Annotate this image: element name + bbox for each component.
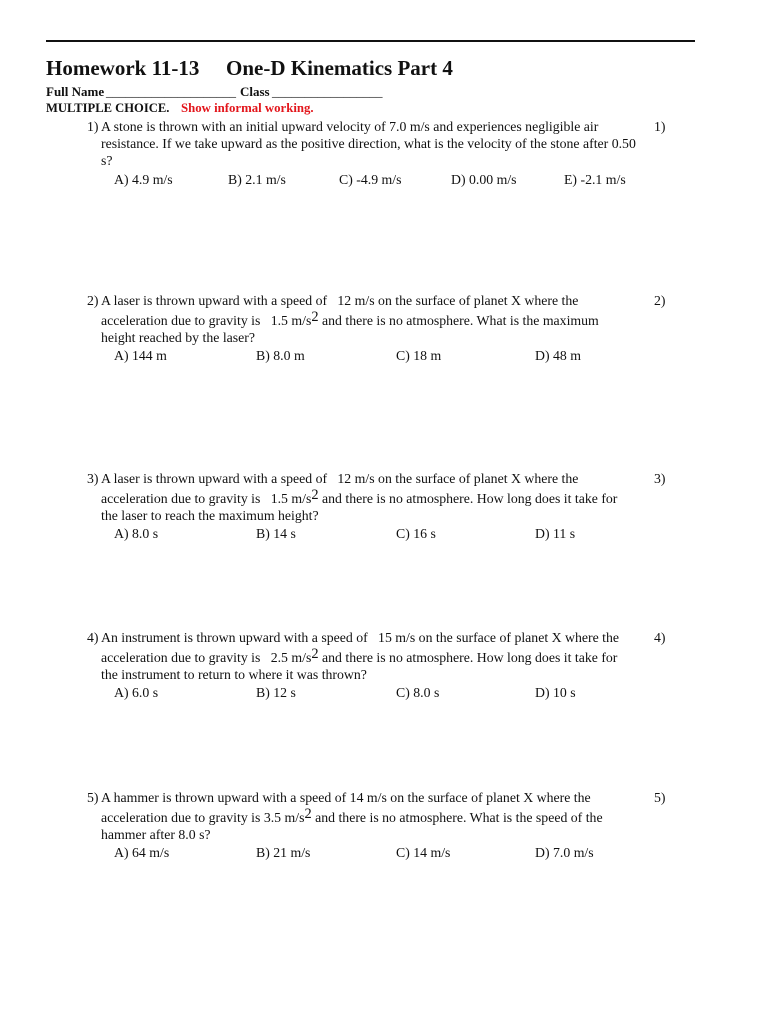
choice-c: C) 8.0 s bbox=[396, 685, 440, 700]
choice-b: B) 2.1 m/s bbox=[228, 172, 286, 187]
question-number: 4) bbox=[87, 630, 99, 645]
answer-choices bbox=[0, 348, 768, 364]
choice-c: C) 16 s bbox=[396, 526, 436, 541]
line-text-before-exponent: acceleration due to gravity is 2.5 m/s bbox=[101, 650, 312, 665]
line-text-before-exponent: acceleration due to gravity is 1.5 m/s bbox=[101, 313, 312, 328]
choice-a: A) 144 m bbox=[114, 348, 167, 363]
topic-title: One-D Kinematics Part 4 bbox=[226, 56, 453, 80]
choice-d: D) 10 s bbox=[535, 685, 576, 700]
question-text-line-1: A laser is thrown upward with a speed of 12 m/s on the surface of planet X where the bbox=[101, 293, 579, 308]
question-text-line-2: resistance. If we take upward as the positive direction, what is the velocity of the stone after 0.50 bbox=[101, 136, 636, 151]
homework-number-title: Homework 11-13 bbox=[46, 56, 200, 80]
question-5 bbox=[0, 790, 768, 864]
question-text-line-1: An instrument is thrown upward with a speed of 15 m/s on the surface of planet X where the bbox=[101, 630, 620, 645]
question-number: 5) bbox=[87, 790, 99, 805]
line-text-after-exponent: and there is no atmosphere. What is the speed of the bbox=[311, 810, 603, 825]
full-name-label: Full Name bbox=[46, 84, 105, 99]
question-text-line-2 bbox=[101, 487, 618, 507]
answer-choices bbox=[0, 172, 768, 188]
instruction-text: Show informal working. bbox=[181, 101, 314, 115]
choice-d: D) 7.0 m/s bbox=[535, 845, 594, 860]
top-rule bbox=[46, 40, 695, 42]
question-text-line-1: A stone is thrown with an initial upward velocity of 7.0 m/s and experiences negligible air bbox=[101, 119, 599, 134]
question-text-line-2 bbox=[101, 806, 603, 826]
question-1 bbox=[0, 119, 768, 193]
answer-margin-number: 5) bbox=[654, 790, 666, 805]
line-text-after-exponent: and there is no atmosphere. How long does it take for bbox=[318, 650, 618, 665]
choice-b: B) 14 s bbox=[256, 526, 296, 541]
section-heading: MULTIPLE CHOICE. bbox=[46, 101, 170, 115]
class-blank: _________________ bbox=[272, 84, 383, 99]
answer-choices bbox=[0, 526, 768, 542]
question-text-line-1: A laser is thrown upward with a speed of 12 m/s on the surface of planet X where the bbox=[101, 471, 579, 486]
choice-b: B) 8.0 m bbox=[256, 348, 305, 363]
answer-margin-number: 2) bbox=[654, 293, 666, 308]
exponent-superscript: 2 bbox=[311, 309, 319, 325]
line-text-before-exponent: acceleration due to gravity is 3.5 m/s bbox=[101, 810, 305, 825]
question-3 bbox=[0, 471, 768, 545]
question-text-line-3: the laser to reach the maximum height? bbox=[101, 508, 319, 523]
choice-b: B) 12 s bbox=[256, 685, 296, 700]
question-text-line-3: the instrument to return to where it was thrown? bbox=[101, 667, 367, 682]
answer-margin-number: 1) bbox=[654, 119, 666, 134]
choice-e: E) -2.1 m/s bbox=[564, 172, 626, 187]
choice-a: A) 6.0 s bbox=[114, 685, 159, 700]
line-text-after-exponent: and there is no atmosphere. What is the maximum bbox=[318, 313, 599, 328]
answer-choices bbox=[0, 685, 768, 701]
question-text-line-2 bbox=[101, 646, 618, 666]
answer-margin-number: 3) bbox=[654, 471, 666, 486]
question-text-line-3: s? bbox=[101, 153, 113, 168]
exponent-superscript: 2 bbox=[311, 646, 319, 662]
choice-a: A) 64 m/s bbox=[114, 845, 170, 860]
question-number: 2) bbox=[87, 293, 99, 308]
choice-d: D) 11 s bbox=[535, 526, 576, 541]
question-text-line-3: hammer after 8.0 s? bbox=[101, 827, 211, 842]
answer-choices bbox=[0, 845, 768, 861]
line-text-before-exponent: acceleration due to gravity is 1.5 m/s bbox=[101, 491, 312, 506]
question-text-line-2 bbox=[101, 309, 599, 329]
question-text-line-1: A hammer is thrown upward with a speed of 14 m/s on the surface of planet X where the bbox=[101, 790, 591, 805]
question-number: 3) bbox=[87, 471, 99, 486]
exponent-superscript: 2 bbox=[304, 806, 312, 822]
choice-c: C) -4.9 m/s bbox=[339, 172, 402, 187]
answer-margin-number: 4) bbox=[654, 630, 666, 645]
choice-d: D) 48 m bbox=[535, 348, 581, 363]
full-name-blank: ____________________ bbox=[106, 84, 236, 99]
choice-a: A) 4.9 m/s bbox=[114, 172, 173, 187]
question-4 bbox=[0, 630, 768, 704]
choice-a: A) 8.0 s bbox=[114, 526, 159, 541]
choice-b: B) 21 m/s bbox=[256, 845, 311, 860]
choice-d: D) 0.00 m/s bbox=[451, 172, 517, 187]
question-text-line-3: height reached by the laser? bbox=[101, 330, 255, 345]
choice-c: C) 18 m bbox=[396, 348, 442, 363]
exponent-superscript: 2 bbox=[311, 487, 319, 503]
question-2 bbox=[0, 293, 768, 367]
question-number: 1) bbox=[87, 119, 99, 134]
class-label: Class bbox=[240, 84, 270, 99]
line-text-after-exponent: and there is no atmosphere. How long does it take for bbox=[318, 491, 618, 506]
choice-c: C) 14 m/s bbox=[396, 845, 451, 860]
